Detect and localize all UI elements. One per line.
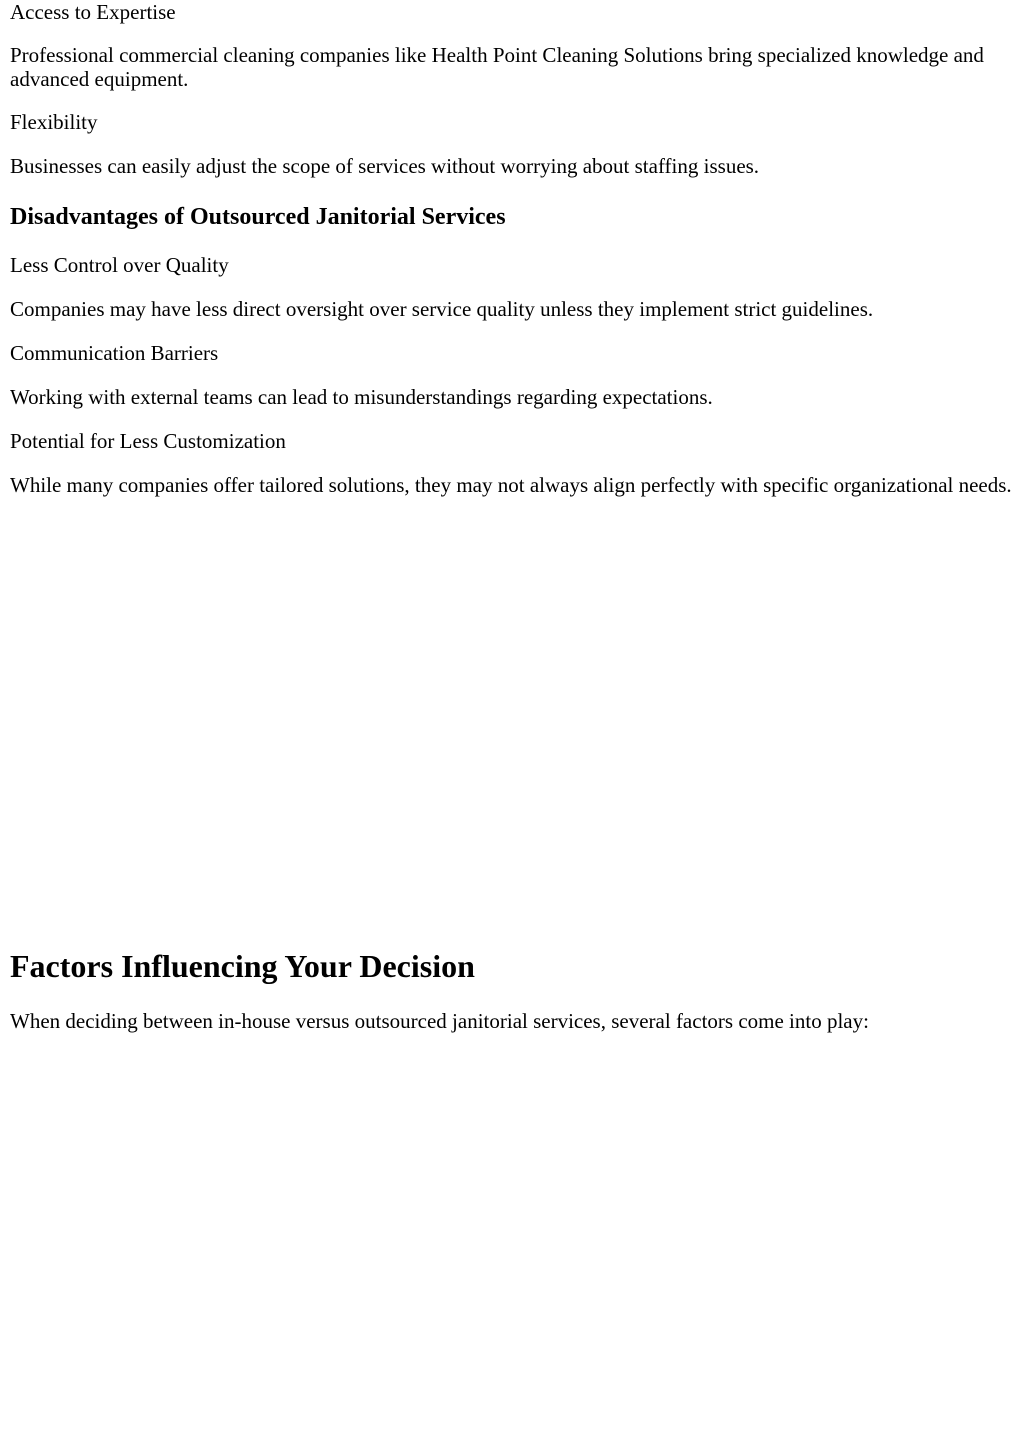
item-heading-access-to-expertise: Access to Expertise — [10, 0, 176, 24]
item-body-flexibility: Businesses can easily adjust the scope of services without worrying about staffing issues. — [10, 154, 760, 178]
item-body-less-customization: While many companies offer tailored solutions, they may not always align perfectly with specific organizational needs. — [10, 473, 1012, 497]
item-heading-less-customization: Potential for Less Customization — [10, 429, 286, 453]
item-heading-flexibility: Flexibility — [10, 110, 98, 134]
item-body-communication-barriers: Working with external teams can lead to misunderstandings regarding expectations. — [10, 385, 713, 409]
item-body-access-to-expertise: Professional commercial cleaning companies like Health Point Cleaning Solutions bring specialized knowledge and advanced equipment. — [10, 43, 984, 91]
factors-intro: When deciding between in-house versus outsourced janitorial services, several factors come into play: — [10, 1009, 869, 1033]
item-heading-communication-barriers: Communication Barriers — [10, 341, 219, 365]
item-heading-less-control: Less Control over Quality — [10, 253, 229, 277]
section-title-factors: Factors Influencing Your Decision — [10, 948, 475, 984]
section-title-disadvantages: Disadvantages of Outsourced Janitorial Services — [10, 204, 506, 230]
item-body-less-control: Companies may have less direct oversight over service quality unless they implement strict guidelines. — [10, 297, 874, 321]
